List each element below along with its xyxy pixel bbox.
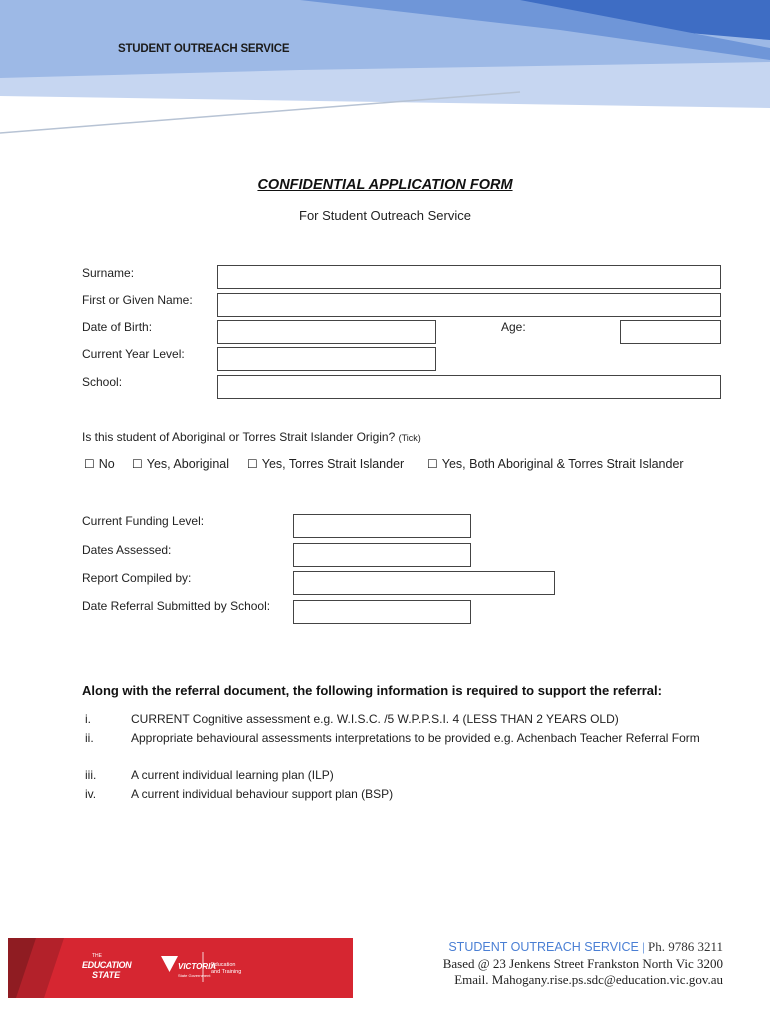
origin-option-no-label: No bbox=[98, 457, 115, 471]
dob-label: Date of Birth: bbox=[82, 320, 153, 334]
footer-separator: | bbox=[642, 939, 645, 954]
header-title: STUDENT OUTREACH SERVICE bbox=[118, 43, 290, 55]
origin-option-both-label: Yes, Both Aboriginal & Torres Strait Islander bbox=[441, 457, 684, 471]
footer-contact-line bbox=[448, 939, 723, 955]
origin-question-text: Is this student of Aboriginal or Torres Strait Islander Origin? bbox=[82, 430, 396, 444]
first-name-label: First or Given Name: bbox=[82, 293, 193, 307]
dob-input[interactable] bbox=[217, 320, 436, 344]
footer-email[interactable]: Email. Mahogany.rise.ps.sdc@education.vic.gov.au bbox=[454, 972, 723, 987]
surname-input[interactable] bbox=[217, 265, 721, 289]
logo-dept-line1: Education bbox=[211, 962, 236, 968]
logo-dept-line2: and Training bbox=[211, 969, 242, 975]
footer-address: Based @ 23 Jenkens Street Frankston North Vic 3200 bbox=[442, 956, 723, 971]
logo-state: STATE bbox=[92, 970, 121, 980]
report-compiled-label: Report Compiled by: bbox=[82, 571, 192, 585]
checkbox-icon[interactable]: ☐ bbox=[247, 457, 258, 471]
requirement-text: CURRENT Cognitive assessment e.g. W.I.S.C. /5 W.P.P.S.I. 4 (LESS THAN 2 YEARS OLD) bbox=[131, 712, 619, 726]
origin-hint: (Tick) bbox=[398, 433, 421, 443]
form-subtitle: For Student Outreach Service bbox=[299, 208, 471, 223]
logo-education: EDUCATION bbox=[82, 960, 132, 970]
origin-option-torres-label: Yes, Torres Strait Islander bbox=[261, 457, 405, 471]
requirement-number: iv. bbox=[85, 787, 97, 801]
dates-assessed-label: Dates Assessed: bbox=[82, 543, 172, 557]
date-referral-input[interactable] bbox=[293, 600, 471, 624]
origin-option-torres[interactable] bbox=[247, 457, 404, 471]
surname-label: Surname: bbox=[82, 266, 135, 280]
footer-service-name: STUDENT OUTREACH SERVICE bbox=[448, 940, 639, 954]
requirement-number: iii. bbox=[85, 768, 97, 782]
origin-option-no[interactable] bbox=[84, 457, 115, 471]
date-referral-label: Date Referral Submitted by School: bbox=[82, 599, 271, 613]
first-name-input[interactable] bbox=[217, 293, 721, 317]
school-label: School: bbox=[82, 375, 123, 389]
checkbox-icon[interactable]: ☐ bbox=[84, 457, 95, 471]
logo-the: THE bbox=[92, 953, 102, 959]
requirement-text: A current individual behaviour support plan (BSP) bbox=[131, 787, 394, 801]
header-banner bbox=[0, 0, 770, 140]
age-label: Age: bbox=[501, 320, 526, 334]
school-input[interactable] bbox=[217, 375, 721, 399]
requirement-number: i. bbox=[85, 712, 91, 726]
origin-option-both[interactable] bbox=[427, 457, 684, 471]
requirements-heading: Along with the referral document, the following information is required to support the referral: bbox=[82, 683, 662, 698]
origin-option-aboriginal[interactable] bbox=[132, 457, 229, 471]
checkbox-icon[interactable]: ☐ bbox=[427, 457, 438, 471]
year-level-input[interactable] bbox=[217, 347, 436, 371]
funding-level-input[interactable] bbox=[293, 514, 471, 538]
checkbox-icon[interactable]: ☐ bbox=[132, 457, 143, 471]
origin-option-aboriginal-label: Yes, Aboriginal bbox=[146, 457, 230, 471]
funding-level-label: Current Funding Level: bbox=[82, 514, 205, 528]
requirement-text: Appropriate behavioural assessments interpretations to be provided e.g. Achenbach Teacher Referral Form bbox=[131, 731, 700, 745]
report-compiled-input[interactable] bbox=[293, 571, 555, 595]
age-input[interactable] bbox=[620, 320, 721, 344]
year-level-label: Current Year Level: bbox=[82, 347, 185, 361]
logo-state-gov: State Government bbox=[178, 973, 211, 978]
requirement-number: ii. bbox=[85, 731, 94, 745]
dates-assessed-input[interactable] bbox=[293, 543, 471, 567]
form-title: CONFIDENTIAL APPLICATION FORM bbox=[257, 177, 513, 193]
footer-phone: Ph. 9786 3211 bbox=[648, 939, 723, 954]
origin-question bbox=[82, 430, 421, 444]
logo-victoria: VICTORIA bbox=[178, 962, 217, 971]
requirement-text: A current individual learning plan (ILP) bbox=[131, 768, 334, 782]
